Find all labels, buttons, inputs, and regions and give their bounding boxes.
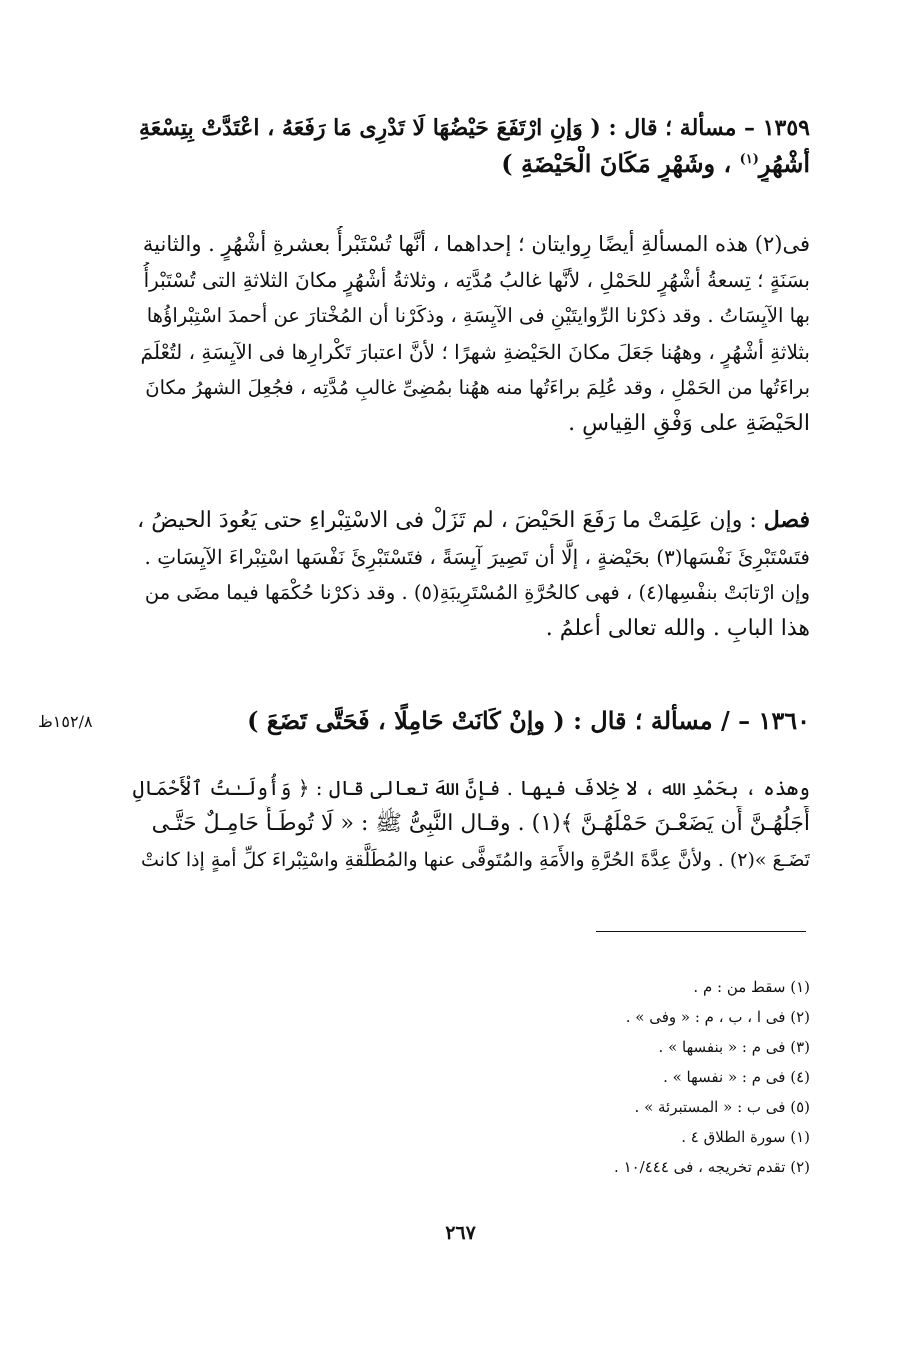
fasl-line: فتَسْتَبْرِئَ نَفْسَها(٣) بحَيْضةٍ ، إلَّا أن تَصِيرَ آيِسَةً ، فتَسْتَبْرِئَ نَفْسَها اسْتِبْراءَ الآيِسَاتِ . (144, 545, 810, 569)
fasl-line: هذا البابِ . والله تعالى أعلمُ . (545, 616, 810, 641)
footnote: (٢) فى ا ، ب ، م : « وفى » . (625, 1008, 810, 1026)
body-line: أَجَلُهُـنَّ أَن يَضَعْـنَ حَمْلَهُـنَّ ﴾(١) . وقـال النَّبِىُّ ﷺ : « لَا تُوطَـأُ حَامِـلٌ حَتَّـى (151, 811, 810, 836)
footnote: (٤) فى م : « نفسها » . (663, 1068, 810, 1086)
body-line: بثلاثةِ أشْهُرٍ ، وههُنا جَعَلَ مكانَ الحَيْضةِ شهرًا ؛ لأنَّ اعتبارَ تَكْرارِها فى الآيِسَةِ ، لتُعْلَمَ (140, 340, 810, 364)
section-1359 (132, 110, 810, 182)
body-line: فى(٢) هذه المسألةِ أيضًا رِوايتان ؛ إحداهما ، أنَّها تُسْتَبْرأُ بعشرةِ أشْهُرٍ . والثانية (142, 232, 810, 256)
margin-manuscript-ref: ١٥٢/٨ظ (38, 712, 93, 731)
footnote: (٣) فى م : « بنفسها » . (658, 1038, 810, 1056)
footnote-ref: (١) (739, 152, 759, 167)
fasl-line-1 (132, 502, 810, 539)
page-number: ٢٦٧ (445, 1222, 476, 1244)
section-1359-heading-line-2 (132, 146, 810, 182)
fasl-line: وإن ارْتابَتْ بنفْسِها(٤) ، فهى كالحُرَّةِ المُسْتَرِيبَةِ(٥) . وقد ذكرْنا حُكْمَها فيما مضَى من (144, 581, 810, 604)
footnote: (١) سقط من : م . (693, 978, 810, 996)
footnote: (٥) فى ب : « المستبرئة » . (634, 1098, 810, 1116)
footnotes (430, 972, 810, 1182)
footnote: (٢) تقدم تخريجه ، فى ١٠/٤٤٤ . (614, 1158, 810, 1176)
heading-word: أشْهُرٍ (758, 149, 810, 178)
section-1360-body (132, 770, 810, 878)
fasl-section (132, 502, 810, 647)
section-1359-heading-line-1: ١٣٥٩ – مسألة ؛ قال : ( وَإنِ ارْتَفَعَ حَيْضُهَا لَا تَدْرِى مَا رَفَعَهُ ، اعْتَدَّتْ بِتِسْعَةِ (138, 115, 810, 141)
section-1359-body (132, 226, 810, 442)
section-1360 (132, 703, 810, 739)
fasl-label: فصل (763, 507, 810, 533)
body-line: تَضَـعَ »(٢) . ولأنَّ عِدَّةَ الحُرَّةِ والأَمَةِ والمُتَوفَّى عنها والمُطَلَّقةِ واسْتِبْراءَ كلِّ أمةٍ إذا كانتْ (141, 849, 810, 871)
body-line: الحَيْضَةِ على وَفْقِ القِياسِ . (568, 411, 810, 436)
heading-rest: ، وشَهْرٍ مَكَانَ الْحَيْضَةِ ) (501, 149, 732, 178)
body-line: وهذه ، بحَمْدِ الله ، لا خِلافَ فيها . فإنَّ اللهَ تعالى قال : ﴿ وَأُولَـٰتُ ٱلْأَحْمَالِ (132, 776, 810, 800)
fasl-text: : وإن عَلِمَتْ ما رَفَعَ الحَيْضَ ، لم تَزَلْ فى الاسْتِبْراءِ حتى يَعُودَ الحيضُ ، (137, 508, 757, 533)
body-line: بسَنَةٍ ؛ تِسعةُ أشْهُرٍ للحَمْلِ ، لأنَّها غالبُ مُدَّتِه ، وثلاثةُ أشْهُرٍ مكانَ الثلاثةِ التى تُسْتَبْرأُ (143, 268, 810, 292)
body-line: براءَتُها من الحَمْلِ ، وقد عُلِمَ براءَتُها منه ههُنا بمُضِىِّ غالبِ مُدَّتِه ، فجُعِلَ الشهرُ مكانَ (145, 376, 810, 399)
footnote: (١) سورة الطلاق ٤ . (681, 1128, 810, 1146)
footnote-divider (596, 931, 806, 932)
section-1360-heading: ١٣٦٠ – / مسألة ؛ قال : ( وإنْ كَانَتْ حَامِلًا ، فَحَتَّى تَضَعَ ) (247, 706, 810, 735)
body-line: بها الآيِسَاتُ . وقد ذكرْنا الرِّوايتَيْنِ فى الآيِسَةِ ، وذكَرْنا أن المُخْتارَ عن أحمدَ اسْتِبْراؤُها (146, 304, 810, 327)
